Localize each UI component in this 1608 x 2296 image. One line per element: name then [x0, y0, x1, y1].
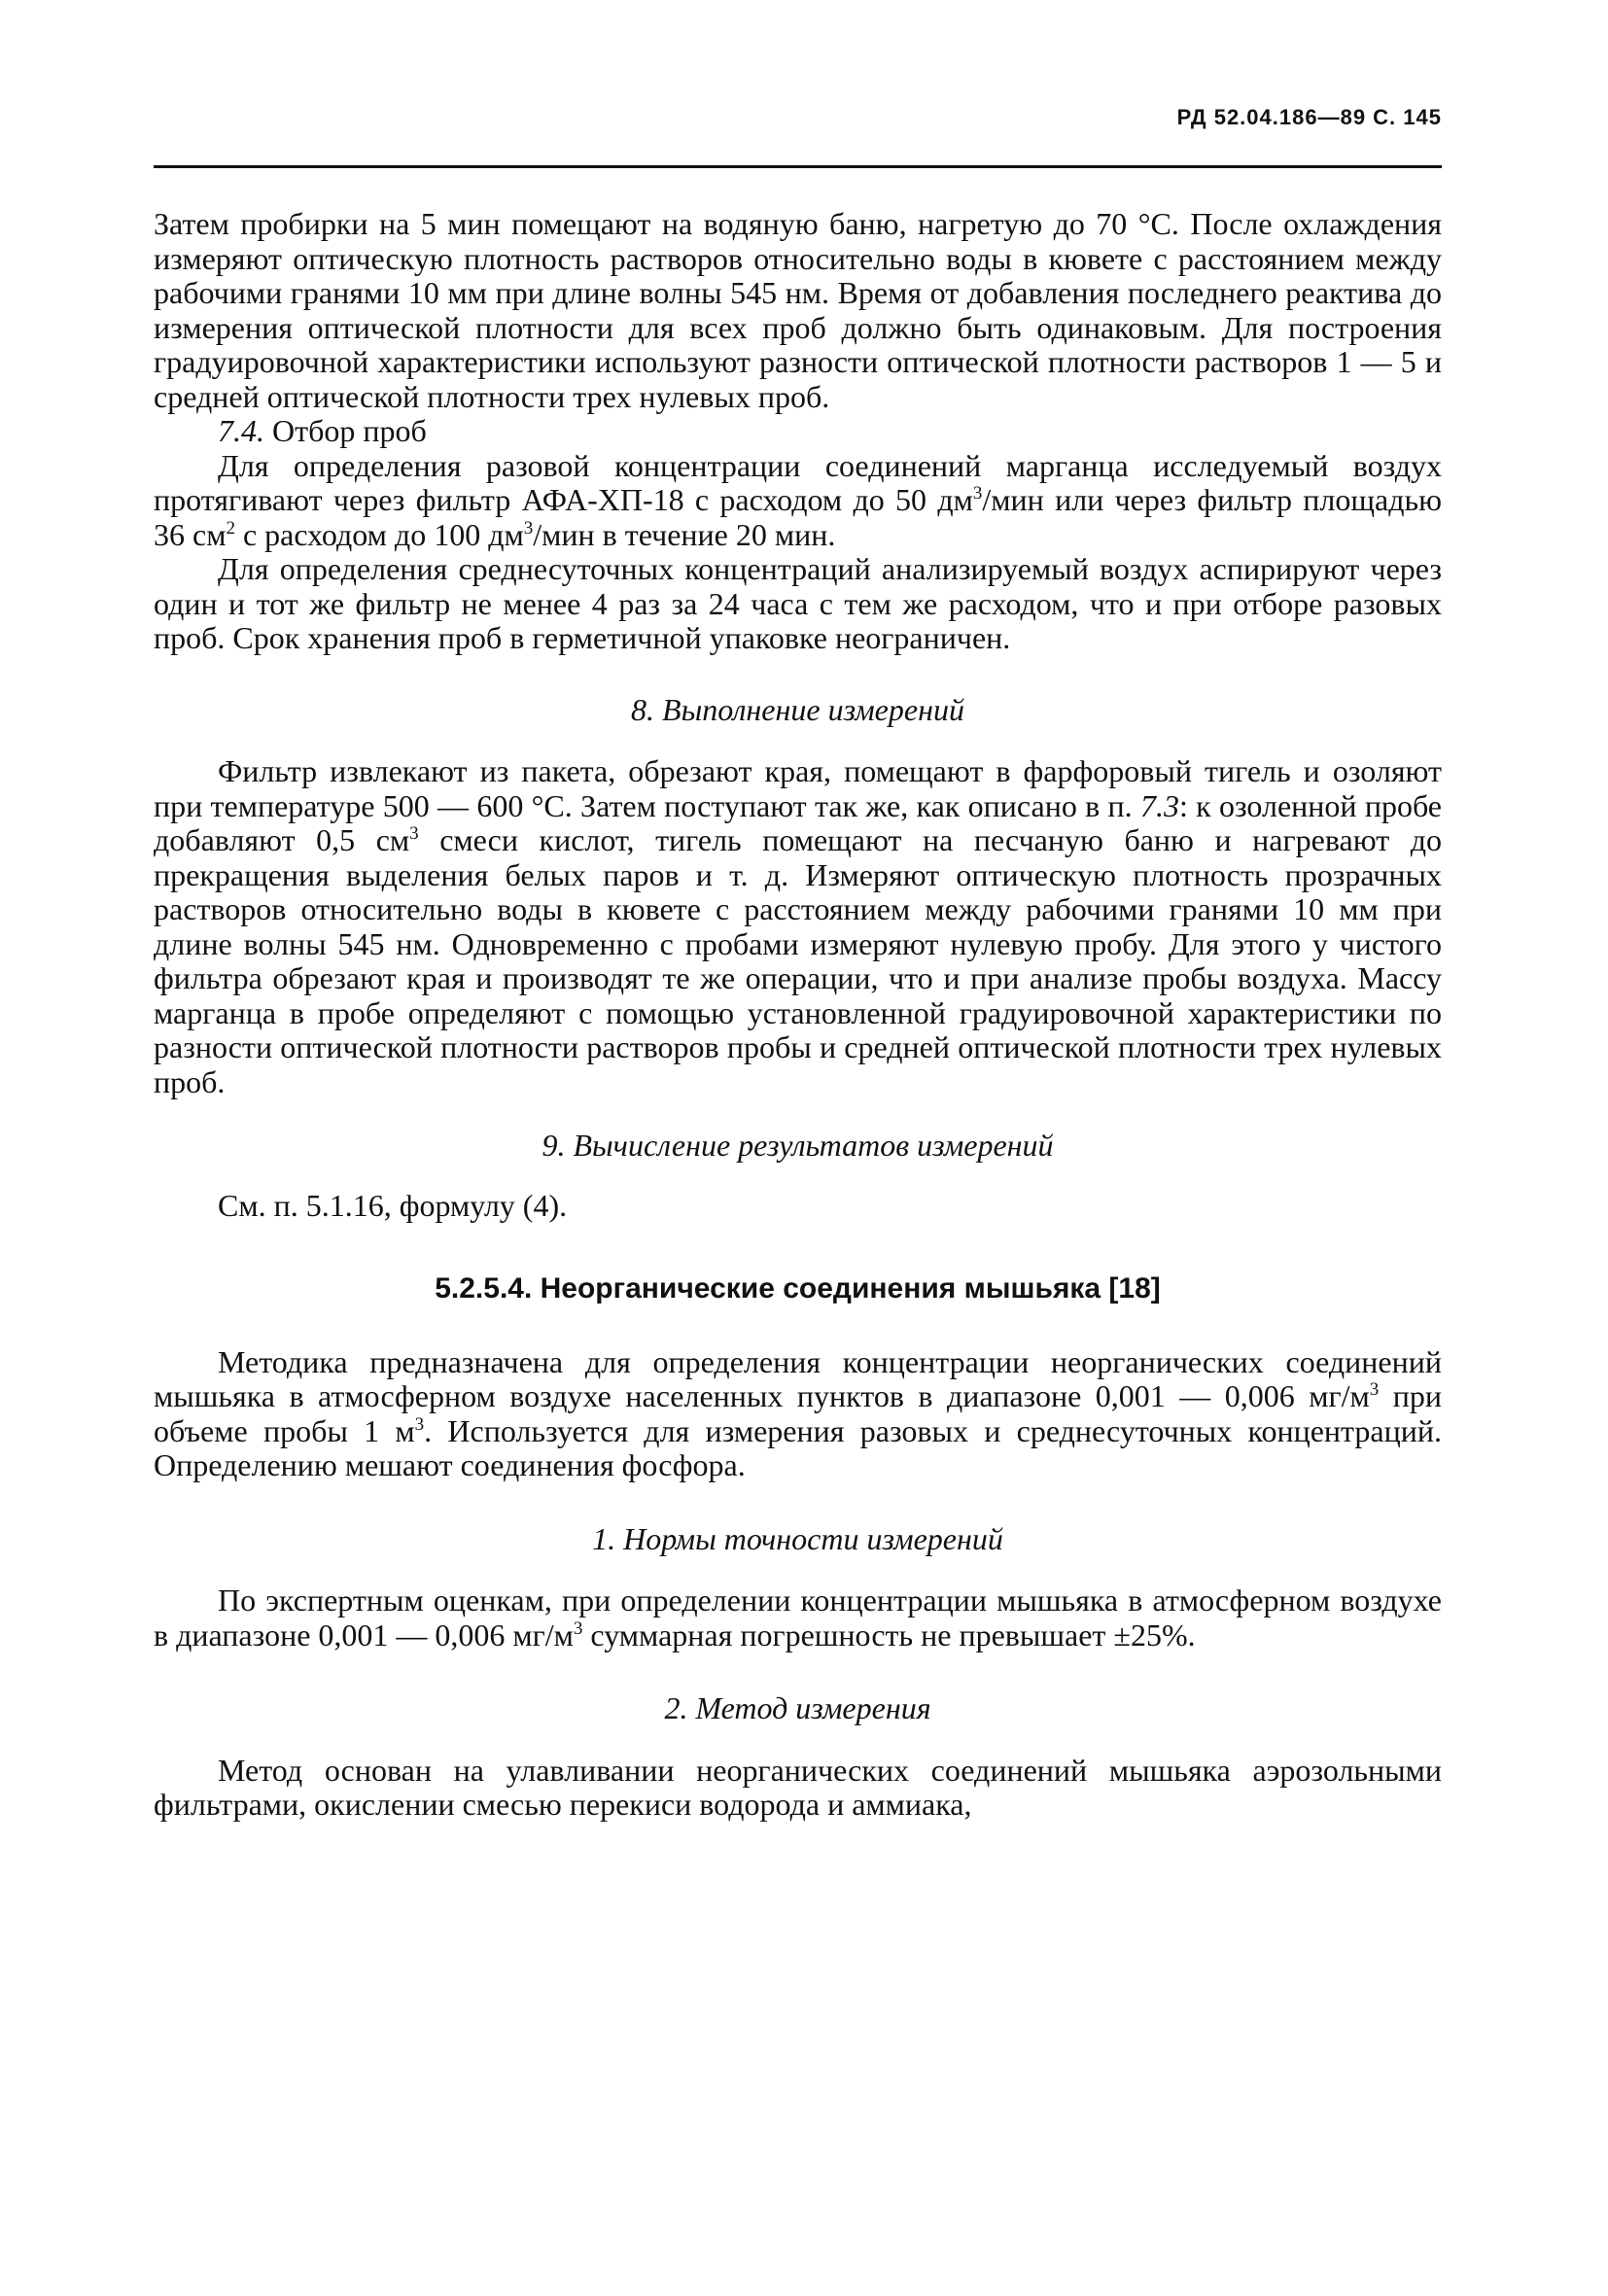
subsection-heading-7-4 [154, 414, 1442, 449]
body-text [154, 207, 1442, 1823]
text-run: суммарная погрешность не превышает ±25%. [582, 1617, 1196, 1652]
text-run: . Используется для измерения разовых и среднесуточных концентраций. Определению мешают соединения фосфора. [154, 1412, 1442, 1482]
reference: 7.3 [1139, 787, 1179, 823]
paragraph [154, 754, 1442, 1099]
superscript: 3 [414, 1413, 425, 1435]
paragraph: Метод основан на улавливании неорганических соединений мышьяка аэрозольными фильтрами, окислении смесью перекиси водорода и аммиака, [154, 1752, 1442, 1822]
superscript: 3 [1369, 1379, 1380, 1400]
subsection-number: 7.4. [218, 413, 264, 448]
paragraph [154, 1345, 1442, 1483]
paragraph: См. п. 5.1.16, формулу (4). [218, 1187, 568, 1223]
superscript: 3 [573, 1618, 583, 1639]
running-head: РД 52.04.186—89 С. 145 [1176, 105, 1442, 129]
text-run: Фильтр извлекают из пакета, обрезают края, помещают в фарфоровый тигель и озоляют при температуре 500 — 600 °С. Затем поступают так же, как описано в п. [154, 753, 1442, 823]
superscript: 3 [523, 517, 534, 539]
superscript: 2 [226, 517, 235, 539]
paragraph: Затем пробирки на 5 мин помещают на водяную баню, нагретую до 70 °С. После охлаждения измеряют оптическую плотность растворов относительно воды в кювете с расстоянием между рабочими гранями 10 мм при длине волны 545 нм. Время от добавления последнего реактива до измерения оптической плотности для всех проб должно быть одинаковым. Для построения градуировочной характеристики используют разности оптической плотности растворов 1 — 5 и средней оптической плотности трех нулевых проб. [154, 206, 1442, 414]
text-run: Для определения разовой концентрации соединений марганца исследуемый воздух протягивают через фильтр АФА-ХП-18 с расходом до 50 дм [154, 447, 1442, 517]
document-page [154, 0, 1442, 2296]
text-run: Методика предназначена для определения концентрации неорганических соединений мышьяка в атмосферном воздухе населенных пунктов в диапазоне 0,001 — 0,006 мг/м [154, 1343, 1442, 1413]
text-run: По экспертным оценкам, при определении концентрации мышьяка в атмосферном воздухе в диапазоне 0,001 — 0,006 мг/м [154, 1583, 1442, 1652]
paragraph [154, 1583, 1442, 1652]
text-run: с расходом до 100 дм [234, 516, 524, 552]
text-run: смеси кислот, тигель помещают на песчаную баню и нагревают до прекращения выделения белых паров и т. д. Измеряют оптическую плотность прозрачных растворов относительно воды в кювете с расстоянием между рабочими гранями 10 мм при длине волны 545 нм. Одновременно с пробами измеряют нулевую пробу. Для этого у чистого фильтра обрезают края и производят те же операции, что и при анализе пробы воздуха. Массу марганца в пробе определяют с помощью установленной градуировочной характеристики по разности оптической плотности растворов пробы и средней оптической плотности трех нулевых проб. [154, 822, 1443, 1099]
heading-2: 2. Метод измерения [664, 1690, 931, 1725]
heading-8: 8. Выполнение измерений [631, 691, 964, 727]
text-run: при объеме пробы 1 м [154, 1378, 1442, 1448]
text-run: /мин или через фильтр площадью 36 см [154, 482, 1443, 552]
header-rule [154, 165, 1442, 168]
paragraph: Для определения среднесуточных концентраций анализируемый воздух аспирируют через один и тот же фильтр не менее 4 раз за 24 часа с тем же расходом, что и при отборе разовых проб. Срок хранения проб в герметичной упаковке неограничен. [154, 551, 1442, 655]
heading-9: 9. Вычисление результатов измерений [542, 1128, 1054, 1163]
text-run: : к озоленной пробе добавляют 0,5 см [154, 787, 1443, 857]
heading-1: 1. Нормы точности измерений [592, 1520, 1003, 1556]
superscript: 3 [972, 483, 983, 504]
text-run: /мин в течение 20 мин. [533, 516, 836, 552]
subsection-title: Отбор проб [264, 413, 427, 448]
section-title: 5.2.5.4. Неорганические соединения мышьяка [18] [435, 1272, 1161, 1305]
superscript: 3 [409, 823, 419, 844]
paragraph [154, 449, 1442, 553]
